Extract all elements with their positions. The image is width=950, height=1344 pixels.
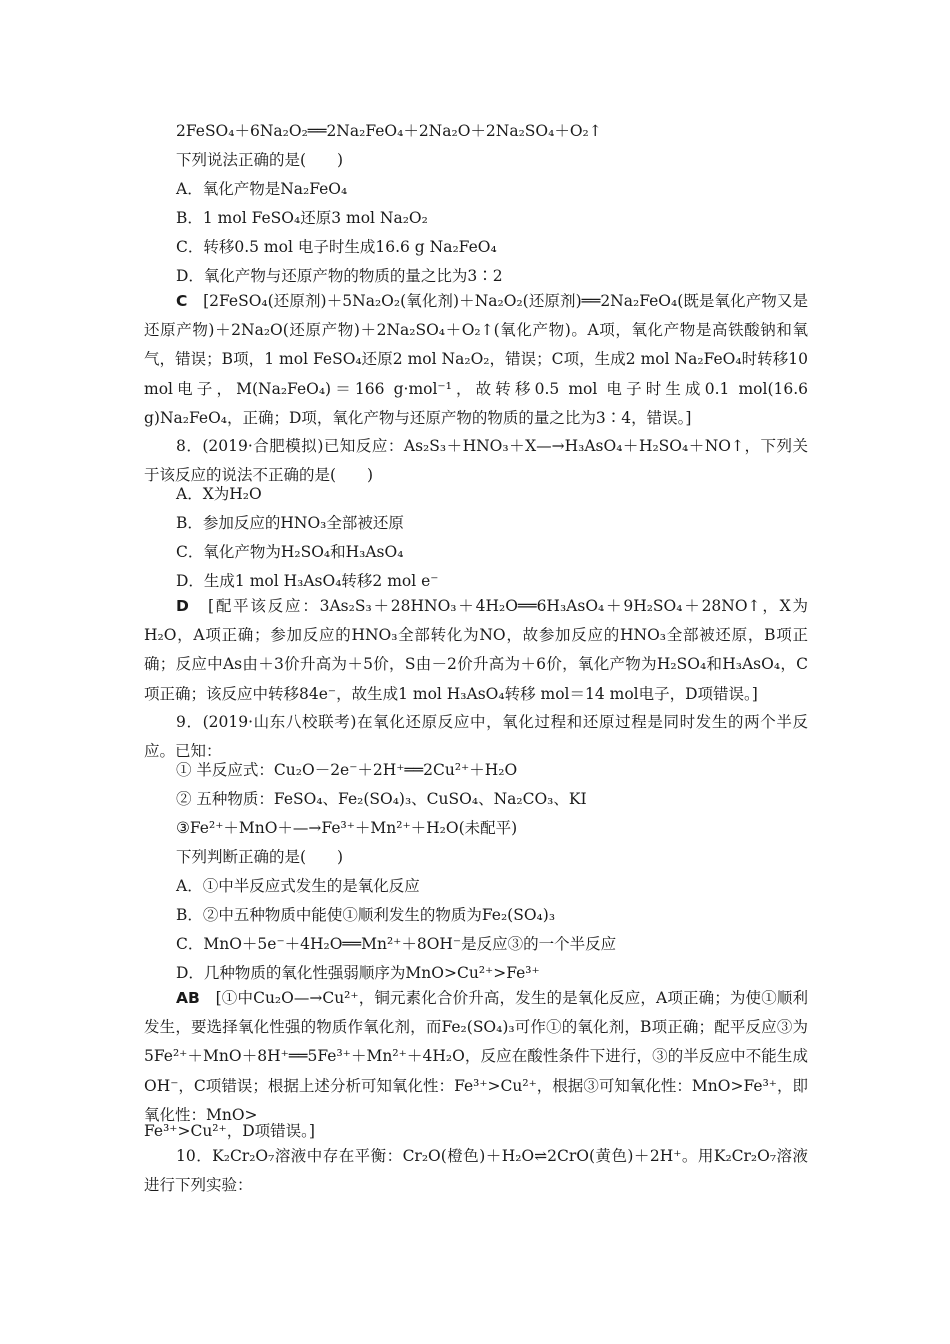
q8-option-c: C．氧化产物为H₂SO₄和H₃AsO₄ (176, 543, 404, 561)
q8-answer-key: D (176, 597, 189, 615)
q8-explanation: [配平该反应：3As₂S₃＋28HNO₃＋4H₂O══6H₃AsO₄＋9H₂SO₄＋28NO↑，X为H₂O，A项正确；参加反应的HNO₃全部转化为NO，故参加反应的HNO₃全部被还原，B项正确；反应中As由＋3价升高为＋5价，S由－2价升高为＋6价，氧化产物为H₂SO₄和H₃AsO₄，C项正确；该反应中转移84e⁻，故生成1 mol H₃AsO₄转移 mol＝14 mol电子，D项错误。] (144, 597, 808, 703)
q7-option-b: B．1 mol FeSO₄还原3 mol Na₂O₂ (176, 209, 428, 227)
q9-given-1: ① 半反应式：Cu₂O－2e⁻＋2H⁺══2Cu²⁺＋H₂O (176, 761, 518, 779)
q9-option-d: D．几种物质的氧化性强弱顺序为MnO>Cu²⁺>Fe³⁺ (176, 964, 540, 982)
q7-equation: 2FeSO₄＋6Na₂O₂══2Na₂FeO₄＋2Na₂O＋2Na₂SO₄＋O₂↑ (176, 122, 602, 140)
q7-answer-key: C (176, 292, 188, 310)
q7-solution (144, 287, 808, 433)
q9-question: 下列判断正确的是( ) (176, 848, 344, 866)
q9-given-3: ③Fe²⁺＋MnO＋—→Fe³⁺＋Mn²⁺＋H₂O(未配平) (176, 819, 518, 837)
q8-option-d: D．生成1 mol H₃AsO₄转移2 mol e⁻ (176, 572, 439, 590)
q9-option-b: B．②中五种物质中能使①顺利发生的物质为Fe₂(SO₄)₃ (176, 906, 556, 924)
q9-option-c: C．MnO＋5e⁻＋4H₂O══Mn²⁺＋8OH⁻是反应③的一个半反应 (176, 935, 617, 953)
q9-explanation: [①中Cu₂O—→Cu²⁺，铜元素化合价升高，发生的是氧化反应，A项正确；为使①顺利发生，要选择氧化性强的物质作氧化剂，而Fe₂(SO₄)₃可作①的氧化剂，B项正确；配平反应③为5Fe²⁺＋MnO＋8H⁺══5Fe³⁺＋Mn²⁺＋4H₂O，反应在酸性条件下进行，③的半反应中不能生成OH⁻，C项错误；根据上述分析可知氧化性：Fe³⁺>Cu²⁺，根据③可知氧化性：MnO>Fe³⁺，即氧化性：MnO> (144, 989, 808, 1124)
q8-option-a: A．X为H₂O (176, 485, 262, 503)
q9-option-a: A．①中半反应式发生的是氧化反应 (176, 877, 420, 895)
q7-option-a: A．氧化产物是Na₂FeO₄ (176, 180, 348, 198)
q7-stem: 下列说法正确的是( ) (176, 151, 344, 169)
q9-explanation-tail: Fe³⁺>Cu²⁺，D项错误。] (144, 1122, 315, 1140)
q8-solution (144, 592, 808, 709)
q8-option-b: B．参加反应的HNO₃全部被还原 (176, 514, 404, 532)
q10-stem: 10．K₂Cr₂O₇溶液中存在平衡：Cr₂O(橙色)＋H₂O⇌2CrO(黄色)＋2H⁺。用K₂Cr₂O₇溶液进行下列实验： (144, 1147, 808, 1195)
q7-explanation: [2FeSO₄(还原剂)＋5Na₂O₂(氧化剂)＋Na₂O₂(还原剂)══2Na₂FeO₄(既是氧化产物又是还原产物)＋2Na₂O(还原产物)＋2Na₂SO₄＋O₂↑(氧化产物)。A项，氧化产物是高铁酸钠和氧气，错误；B项，1 mol FeSO₄还原2 mol Na₂O₂，错误；C项，生成2 mol Na₂FeO₄时转移10 mol电子，M(Na₂FeO₄)＝166 g·mol⁻¹，故转移0.5 mol 电子时生成0.1 mol(16.6 g)Na₂FeO₄，正确；D项，氧化产物与还原产物的物质的量之比为3∶4，错误。] (144, 292, 808, 427)
q9-answer-key: AB (176, 989, 200, 1007)
q9-stem: 9．(2019·山东八校联考)在氧化还原反应中，氧化过程和还原过程是同时发生的两个半反应。已知： (144, 713, 808, 761)
q9-solution (144, 984, 808, 1130)
q7-option-c: C．转移0.5 mol 电子时生成16.6 g Na₂FeO₄ (176, 238, 497, 256)
q7-option-d: D．氧化产物与还原产物的物质的量之比为3∶2 (176, 267, 503, 285)
q8-stem: 8．(2019·合肥模拟)已知反应：As₂S₃＋HNO₃＋X—→H₃AsO₄＋H₂SO₄＋NO↑，下列关于该反应的说法不正确的是( ) (144, 437, 808, 485)
q9-given-2: ② 五种物质：FeSO₄、Fe₂(SO₄)₃、CuSO₄、Na₂CO₃、KI (176, 790, 587, 808)
